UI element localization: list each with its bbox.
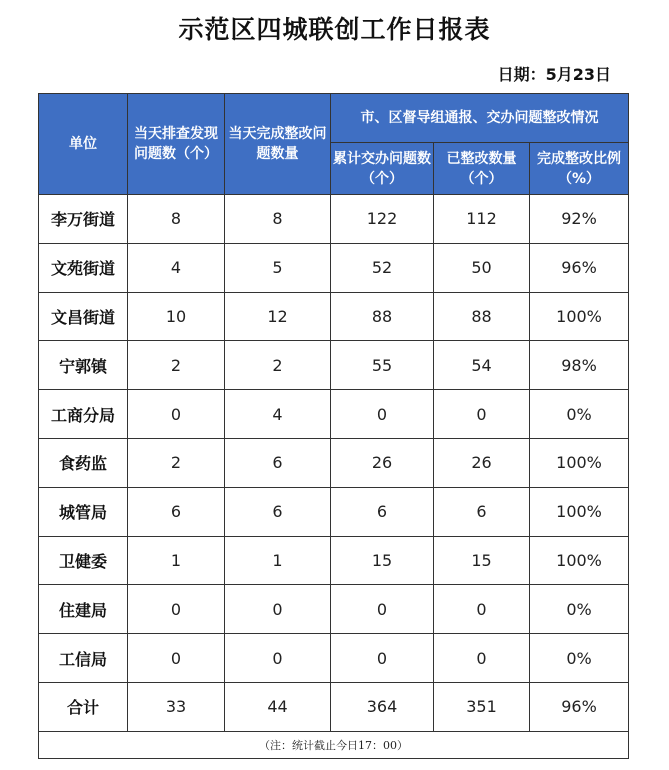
table-row: [39, 341, 629, 390]
cell-assigned: 15: [331, 536, 434, 585]
note-row: [39, 731, 629, 758]
cell-unit: 城管局: [39, 487, 128, 536]
cell-found: 4: [128, 243, 225, 292]
cell-fixed: 1: [225, 536, 331, 585]
cell-unit: 宁郭镇: [39, 341, 128, 390]
cell-fixed: 8: [225, 195, 331, 244]
cell-found: 0: [128, 585, 225, 634]
cell-ratio: 96%: [530, 243, 629, 292]
report-title: 示范区四城联创工作日报表: [178, 15, 491, 44]
total-row: [39, 682, 629, 731]
cell-fixed: 4: [225, 390, 331, 439]
cell-unit: 工信局: [39, 634, 128, 683]
cell-assigned: 122: [331, 195, 434, 244]
cell-ratio: 100%: [530, 536, 629, 585]
cell-fixed: 2: [225, 341, 331, 390]
cell-fixed: 0: [225, 585, 331, 634]
cell-assigned: 0: [331, 634, 434, 683]
cell-assigned: 0: [331, 585, 434, 634]
table-row: [39, 536, 629, 585]
table-header: [39, 94, 629, 195]
cell-unit: 工商分局: [39, 390, 128, 439]
cell-ratio: 92%: [530, 195, 629, 244]
table-row: [39, 195, 629, 244]
cell-rectified: 26: [434, 438, 530, 487]
cell-rectified: 351: [434, 682, 530, 731]
table-row: [39, 243, 629, 292]
header-fixed: 当天完成整改问题数量: [225, 94, 331, 195]
cell-fixed: 6: [225, 487, 331, 536]
header-ratio: 完成整改比例（%）: [530, 143, 629, 195]
cell-ratio: 100%: [530, 292, 629, 341]
cell-assigned: 6: [331, 487, 434, 536]
cell-unit: 李万街道: [39, 195, 128, 244]
cell-assigned: 26: [331, 438, 434, 487]
cell-fixed: 5: [225, 243, 331, 292]
table-row: [39, 390, 629, 439]
cell-assigned: 55: [331, 341, 434, 390]
cell-rectified: 0: [434, 585, 530, 634]
cell-unit: 住建局: [39, 585, 128, 634]
cell-rectified: 0: [434, 390, 530, 439]
cell-ratio: 0%: [530, 585, 629, 634]
cell-fixed: 6: [225, 438, 331, 487]
header-assigned: 累计交办问题数（个）: [331, 143, 434, 195]
cell-found: 33: [128, 682, 225, 731]
table-note: （注：统计截止今日17：00）: [39, 731, 629, 758]
cell-assigned: 52: [331, 243, 434, 292]
cell-found: 0: [128, 390, 225, 439]
cell-ratio: 0%: [530, 390, 629, 439]
cell-unit: 文昌街道: [39, 292, 128, 341]
cell-ratio: 100%: [530, 438, 629, 487]
cell-assigned: 0: [331, 390, 434, 439]
table-body: [39, 195, 629, 759]
table-row: [39, 487, 629, 536]
cell-fixed: 44: [225, 682, 331, 731]
cell-found: 1: [128, 536, 225, 585]
cell-rectified: 54: [434, 341, 530, 390]
cell-rectified: 50: [434, 243, 530, 292]
cell-rectified: 0: [434, 634, 530, 683]
cell-ratio: 96%: [530, 682, 629, 731]
cell-unit: 食药监: [39, 438, 128, 487]
cell-found: 2: [128, 438, 225, 487]
cell-unit: 文苑街道: [39, 243, 128, 292]
cell-found: 6: [128, 487, 225, 536]
cell-unit: 合计: [39, 682, 128, 731]
header-found: 当天排查发现问题数（个）: [128, 94, 225, 195]
cell-rectified: 112: [434, 195, 530, 244]
cell-fixed: 0: [225, 634, 331, 683]
header-group: 市、区督导组通报、交办问题整改情况: [331, 94, 629, 143]
report-date: 日期：5月23日: [497, 65, 611, 84]
cell-assigned: 88: [331, 292, 434, 341]
table-row: [39, 634, 629, 683]
table-row: [39, 438, 629, 487]
cell-assigned: 364: [331, 682, 434, 731]
cell-fixed: 12: [225, 292, 331, 341]
cell-ratio: 98%: [530, 341, 629, 390]
cell-found: 2: [128, 341, 225, 390]
cell-ratio: 100%: [530, 487, 629, 536]
report-table: [38, 93, 629, 759]
cell-rectified: 6: [434, 487, 530, 536]
table-row: [39, 292, 629, 341]
cell-found: 0: [128, 634, 225, 683]
header-unit: 单位: [39, 94, 128, 195]
cell-ratio: 0%: [530, 634, 629, 683]
cell-rectified: 88: [434, 292, 530, 341]
table-row: [39, 585, 629, 634]
header-rectified: 已整改数量（个）: [434, 143, 530, 195]
cell-found: 10: [128, 292, 225, 341]
cell-rectified: 15: [434, 536, 530, 585]
cell-unit: 卫健委: [39, 536, 128, 585]
cell-found: 8: [128, 195, 225, 244]
